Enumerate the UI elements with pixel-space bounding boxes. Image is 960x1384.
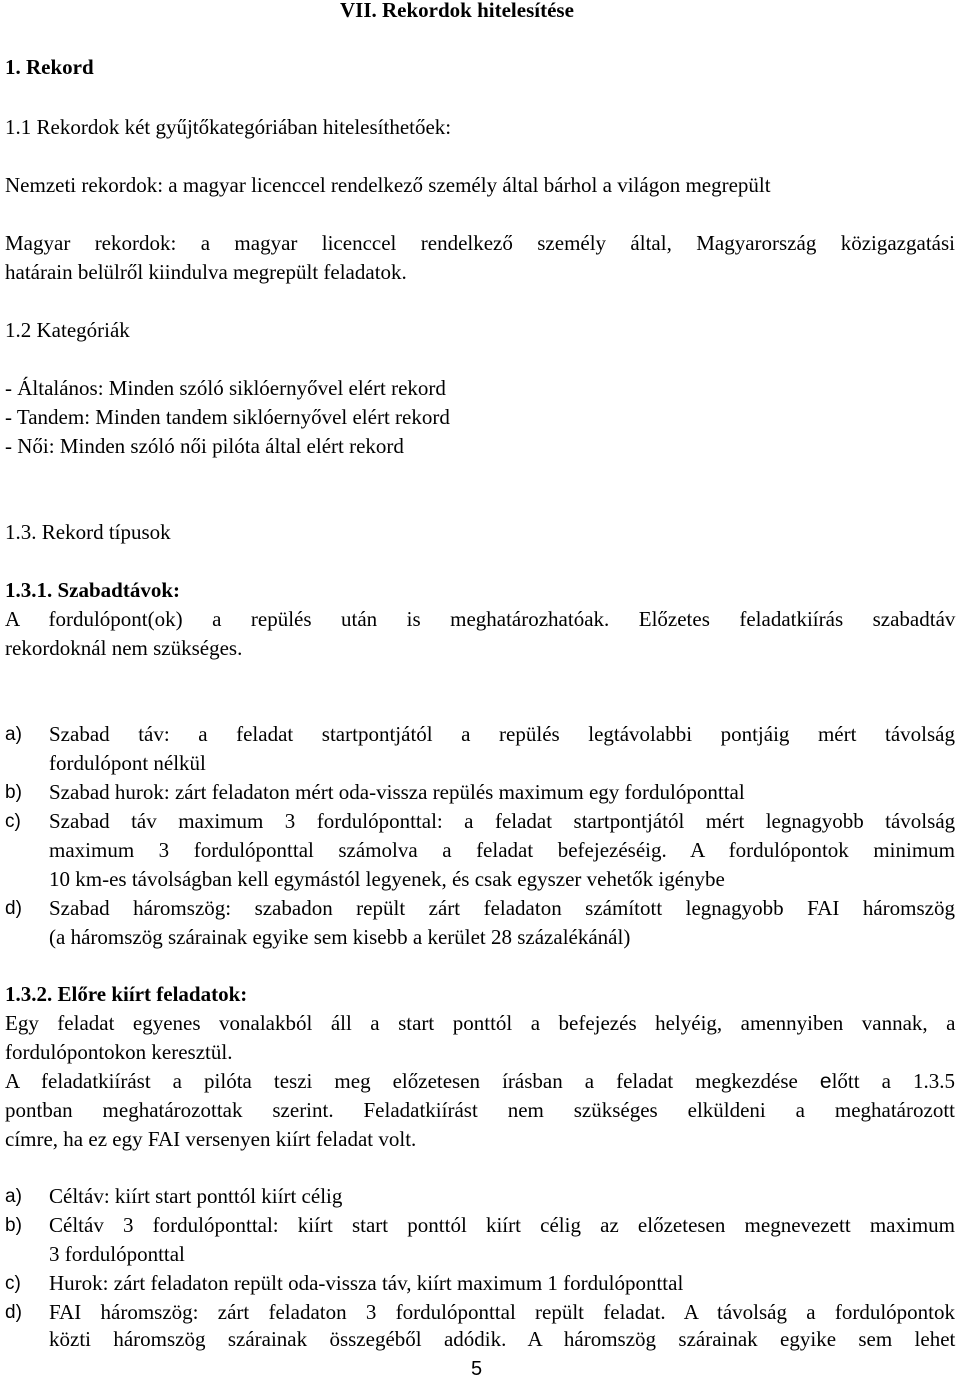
task-list-item-a-line-1: Céltáv: kiírt start ponttól kiírt célig bbox=[49, 1184, 343, 1208]
predeclared-paragraph-2-line-1 bbox=[5, 1067, 955, 1096]
category-female: - Női: Minden szóló női pilóta által elért rekord bbox=[5, 434, 404, 458]
predeclared-paragraph-2-line-1-part-b: e bbox=[819, 1070, 832, 1093]
task-list-label-b: b) bbox=[5, 1215, 22, 1236]
free-list-item-c-line-2: maximum 3 fordulóponttal számolva a feladat befejezéséig. A fordulópontok minimum bbox=[49, 838, 955, 862]
free-list-item-c-line-3: 10 km-es távolságban kell egymástól legyenek, és csak egyszer vehetők igénybe bbox=[49, 867, 725, 891]
free-list-item-b-line-1: Szabad hurok: zárt feladaton mért oda-vissza repülés maximum egy fordulóponttal bbox=[49, 780, 745, 804]
free-list-label-b: b) bbox=[5, 782, 22, 803]
national-records-paragraph: Nemzeti rekordok: a magyar licenccel rendelkező személy által bárhol a világon megrepült bbox=[5, 173, 771, 197]
section-1-3-2-heading: 1.3.2. Előre kiírt feladatok: bbox=[5, 982, 248, 1006]
predeclared-paragraph-2-line-1-part-c: lőtt a 1.3.5 bbox=[831, 1069, 955, 1093]
free-list-item-d-line-1: Szabad háromszög: szabadon repült zárt feladaton számított legnagyobb FAI háromszög bbox=[49, 896, 955, 920]
task-list-item-d-line-1: FAI háromszög: zárt feladaton 3 fordulóponttal repült feladat. A távolság a fordulópontok bbox=[49, 1300, 955, 1324]
task-list-label-a: a) bbox=[5, 1186, 22, 1207]
section-1-1-heading: 1.1 Rekordok két gyűjtőkategóriában hitelesíthetőek: bbox=[5, 115, 452, 139]
section-1-3-1-heading: 1.3.1. Szabadtávok: bbox=[5, 578, 181, 602]
predeclared-paragraph-2-line-2: pontban meghatározottak szerint. Feladatkiírást nem szükséges elküldeni a meghatározott bbox=[5, 1098, 955, 1122]
task-list-item-b-line-1: Céltáv 3 fordulóponttal: kiírt start ponttól kiírt célig az előzetesen megnevezett maximum bbox=[49, 1213, 955, 1237]
category-tandem: - Tandem: Minden tandem siklóernyővel elért rekord bbox=[5, 405, 450, 429]
predeclared-paragraph-1-line-2: fordulópontokon keresztül. bbox=[5, 1040, 233, 1064]
free-list-item-c-line-1: Szabad táv maximum 3 fordulóponttal: a feladat startpontjától mért legnagyobb távolság bbox=[49, 809, 956, 833]
free-list-item-d-line-2: (a háromszög szárainak egyike sem kisebb a kerület 28 százalékánál) bbox=[49, 925, 631, 949]
free-list-label-a: a) bbox=[5, 724, 22, 745]
free-list-label-c: c) bbox=[5, 811, 21, 832]
predeclared-paragraph-2-line-3: címre, ha ez egy FAI versenyen kiírt feladat volt. bbox=[5, 1127, 417, 1151]
section-1-heading: 1. Rekord bbox=[5, 55, 94, 79]
hungarian-records-line-2: határain belülről kiindulva megrepült feladatok. bbox=[5, 260, 407, 284]
task-list-item-c-line-1: Hurok: zárt feladaton repült oda-vissza táv, kiírt maximum 1 fordulóponttal bbox=[49, 1271, 684, 1295]
free-list-item-a-line-1: Szabad táv: a feladat startpontjától a repülés legtávolabbi pontjáig mért távolság bbox=[49, 722, 955, 746]
free-distance-paragraph-line-1: A fordulópont(ok) a repülés után is meghatározhatóak. Előzetes feladatkiírás szabadtáv bbox=[5, 607, 956, 631]
predeclared-paragraph-1-line-1: Egy feladat egyenes vonalakból áll a start ponttól a befejezés helyéig, amennyiben vannak, a bbox=[5, 1011, 956, 1035]
category-general: - Általános: Minden szóló siklóernyővel elért rekord bbox=[5, 376, 446, 400]
hungarian-records-line-1: Magyar rekordok: a magyar licenccel rendelkező személy által, Magyarország közigazgatási bbox=[5, 231, 955, 255]
section-1-2-heading: 1.2 Kategóriák bbox=[5, 318, 130, 342]
task-list-label-c: c) bbox=[5, 1273, 21, 1294]
free-list-item-a-line-2: fordulópont nélkül bbox=[49, 751, 206, 775]
task-list-item-b-line-2: 3 fordulóponttal bbox=[49, 1242, 185, 1266]
page-title: VII. Rekordok hitelesítése bbox=[340, 0, 574, 22]
task-list-item-d-line-2: közti háromszög szárainak összegéből adódik. A háromszög szárainak egyike sem lehet bbox=[49, 1327, 956, 1351]
predeclared-paragraph-2-line-1-part-a: A feladatkiírást a pilóta teszi meg előzetesen írásban a feladat megkezdése bbox=[5, 1069, 820, 1093]
free-distance-paragraph-line-2: rekordoknál nem szükséges. bbox=[5, 636, 243, 660]
page-number: 5 bbox=[471, 1358, 483, 1380]
task-list-label-d: d) bbox=[5, 1302, 22, 1323]
free-list-label-d: d) bbox=[5, 898, 22, 919]
section-1-3-heading: 1.3. Rekord típusok bbox=[5, 520, 171, 544]
